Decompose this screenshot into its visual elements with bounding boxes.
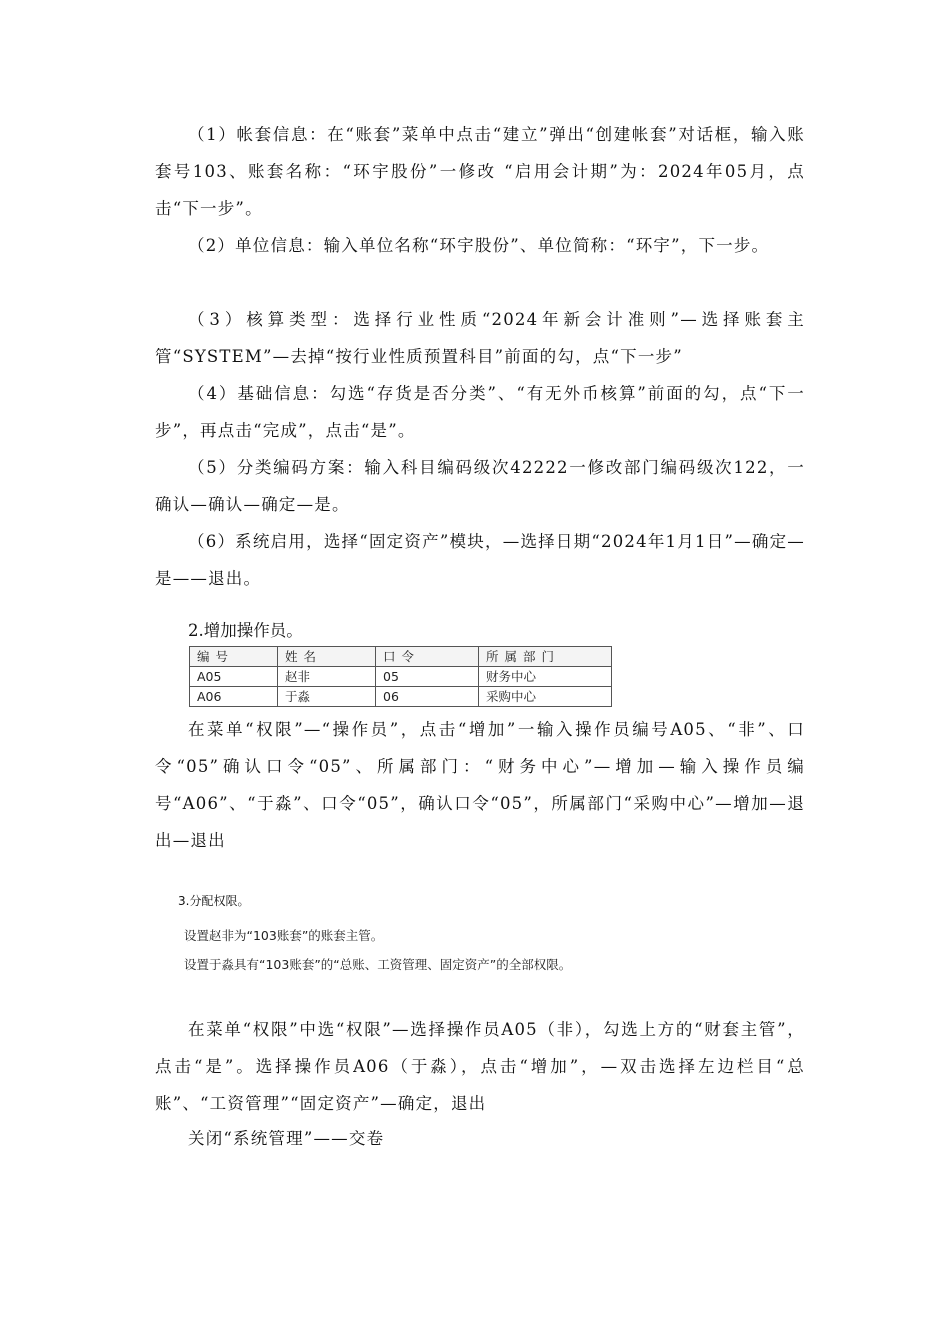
table-row (190, 667, 612, 687)
cell-id: A06 (190, 687, 278, 707)
step-1-paragraph: （1）帐套信息：在“账套”菜单中点击“建立”弹出“创建帐套”对话框，输入账套号103、账套名称：“环宇股份”一修改 “启用会计期”为：2024年05月，点击“下一步”。 (155, 125, 805, 218)
header-department: 所属部门 (479, 647, 612, 667)
section-3-heading: 3.分配权限。 (178, 894, 250, 908)
cell-password: 05 (376, 667, 479, 687)
cell-department: 采购中心 (479, 687, 612, 707)
header-name: 姓名 (278, 647, 376, 667)
table-header-row (190, 647, 612, 667)
cell-name: 赵非 (278, 667, 376, 687)
section-3-line-1: 设置赵非为“103账套”的账套主管。 (184, 928, 384, 943)
section-2-heading: 2.增加操作员。 (188, 621, 303, 640)
operator-table (189, 646, 612, 707)
section-3-instructions: 在菜单“权限”中选“权限”—选择操作员A05（非），勾选上方的“财套主管”，点击“是”。选择操作员A06（于淼），点击“增加”，—双击选择左边栏目“总账”、“工资管理”“固定资产”—确定，退出 (155, 1020, 805, 1113)
step-6-paragraph: （6）系统启用，选择“固定资产”模块，—选择日期“2024年1月1日”—确定—是——退出。 (155, 532, 805, 588)
cell-name: 于淼 (278, 687, 376, 707)
section-2-instructions: 在菜单“权限”—“操作员”，点击“增加”一输入操作员编号A05、“非”、口令“05”确认口令“05”、所属部门：“财务中心”—增加—输入操作员编号“A06”、“于淼”、口令“05”，确认口令“05”，所属部门“采购中心”—增加—退出—退出 (155, 720, 805, 850)
table-row (190, 687, 612, 707)
header-id: 编号 (190, 647, 278, 667)
closing-paragraph: 关闭“系统管理”——交卷 (188, 1129, 385, 1148)
section-3-line-2: 设置于淼具有“103账套”的“总账、工资管理、固定资产”的全部权限。 (184, 957, 572, 972)
step-2-paragraph: （2）单位信息：输入单位名称“环宇股份”、单位简称：“环宇”，下一步。 (188, 236, 770, 255)
step-3-paragraph: （3）核算类型：选择行业性质“2024年新会计准则”—选择账套主管“SYSTEM”—去掉“按行业性质预置科目”前面的勾，点“下一步” (155, 310, 805, 366)
header-password: 口令 (376, 647, 479, 667)
cell-department: 财务中心 (479, 667, 612, 687)
cell-password: 06 (376, 687, 479, 707)
step-4-paragraph: （4）基础信息：勾选“存货是否分类”、“有无外币核算”前面的勾，点“下一步”，再点击“完成”，点击“是”。 (155, 384, 805, 440)
step-5-paragraph: （5）分类编码方案：输入科目编码级次42222一修改部门编码级次122，一确认—确认—确定—是。 (155, 458, 805, 514)
cell-id: A05 (190, 667, 278, 687)
